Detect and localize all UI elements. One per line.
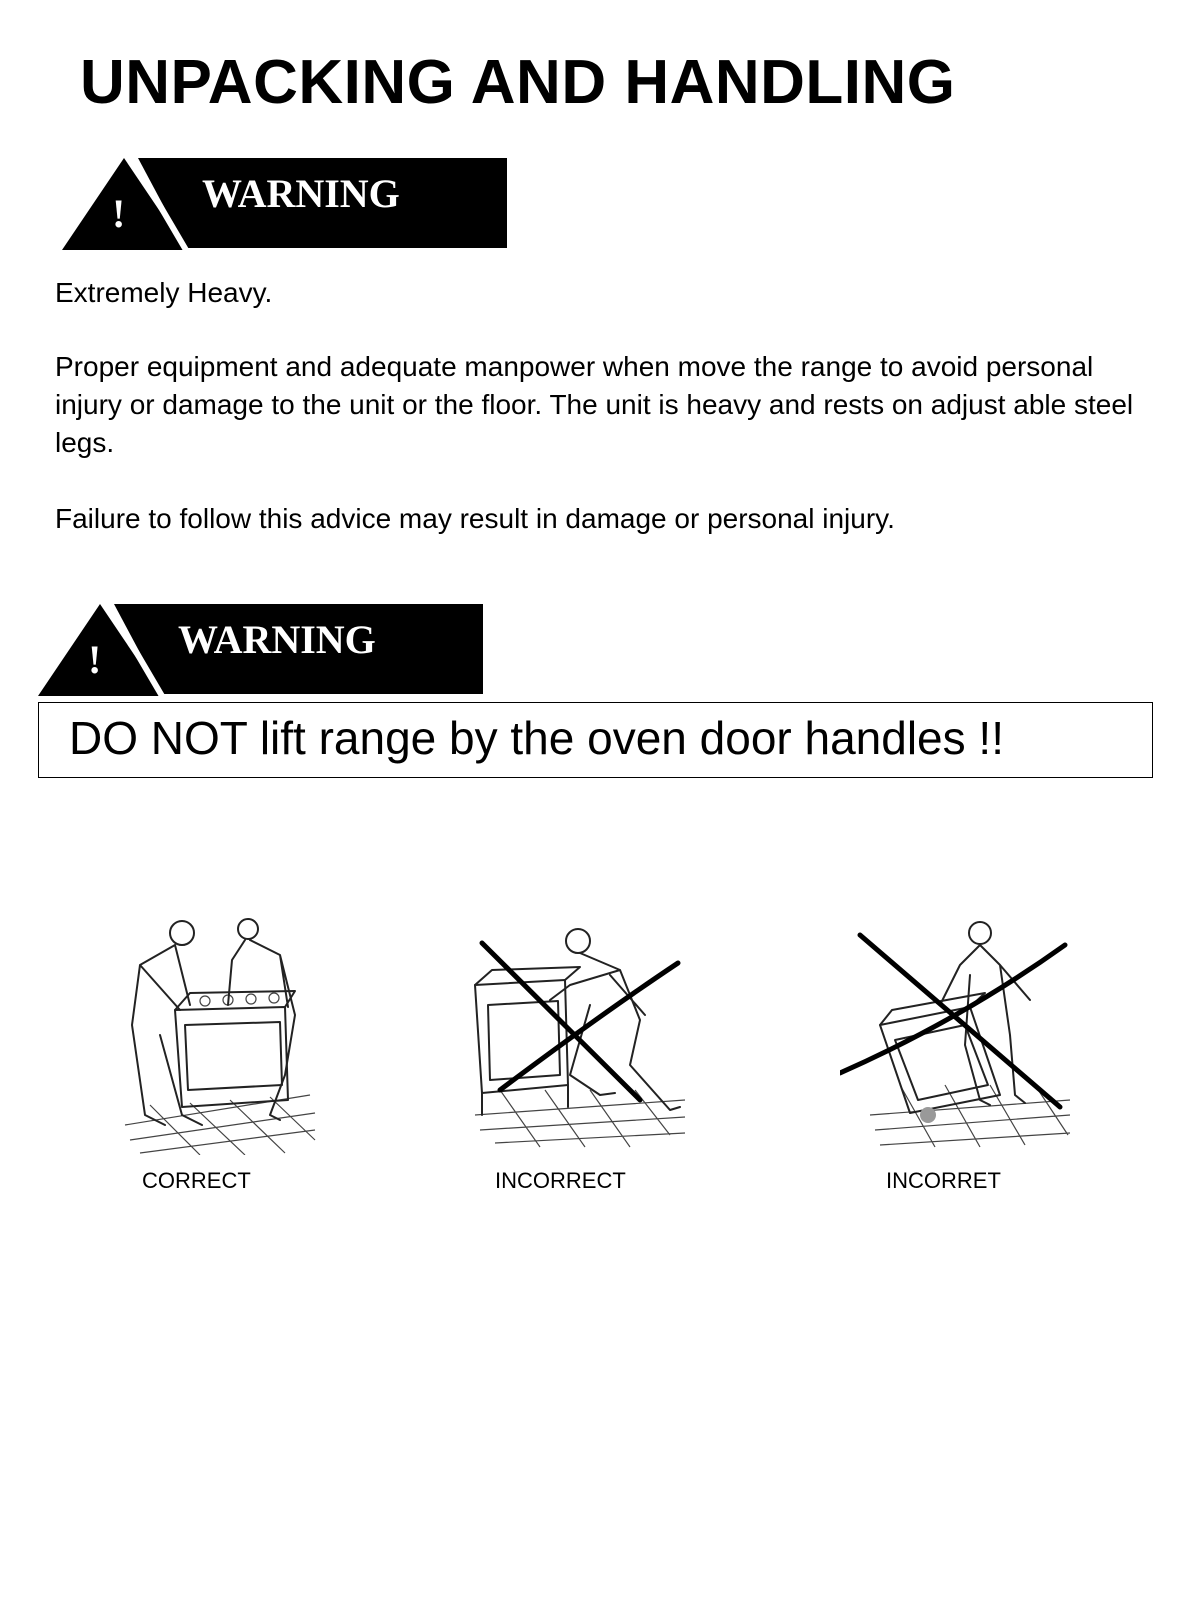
caption-correct: CORRECT xyxy=(142,1168,251,1193)
range-tipped-on-legs-crossed-out-illustration xyxy=(840,915,1075,1150)
warning-label: WARNING xyxy=(202,171,400,216)
figure-incorrect-1 xyxy=(470,925,695,1155)
notice-box xyxy=(38,702,1153,778)
figure-correct xyxy=(120,915,320,1160)
person-pushing-range-crossed-out-illustration xyxy=(470,925,695,1150)
warning-heading: Extremely Heavy. xyxy=(55,277,273,308)
two-people-lifting-range-illustration xyxy=(120,915,320,1155)
warning-label: WARNING xyxy=(178,617,376,662)
warning-banner-2 xyxy=(38,604,508,704)
caption-incorrect-1: INCORRECT xyxy=(495,1168,626,1193)
caption-incorrect-2: INCORRET xyxy=(886,1168,1001,1193)
figure-incorrect-2 xyxy=(840,915,1075,1155)
warning-footer: Failure to follow this advice may result in damage or personal injury. xyxy=(55,503,895,534)
exclamation-icon: ! xyxy=(88,637,102,682)
notice-text: DO NOT lift range by the oven door handles !! xyxy=(69,712,1004,764)
warning-body: Proper equipment and adequate manpower when move the range to avoid personal injury or damage to the unit or the floor. The unit is heavy and rests on adjust able steel legs. xyxy=(55,351,1134,458)
warning-banner-1 xyxy=(62,158,532,258)
exclamation-icon: ! xyxy=(112,191,126,236)
page-title: UNPACKING AND HANDLING xyxy=(80,48,956,117)
